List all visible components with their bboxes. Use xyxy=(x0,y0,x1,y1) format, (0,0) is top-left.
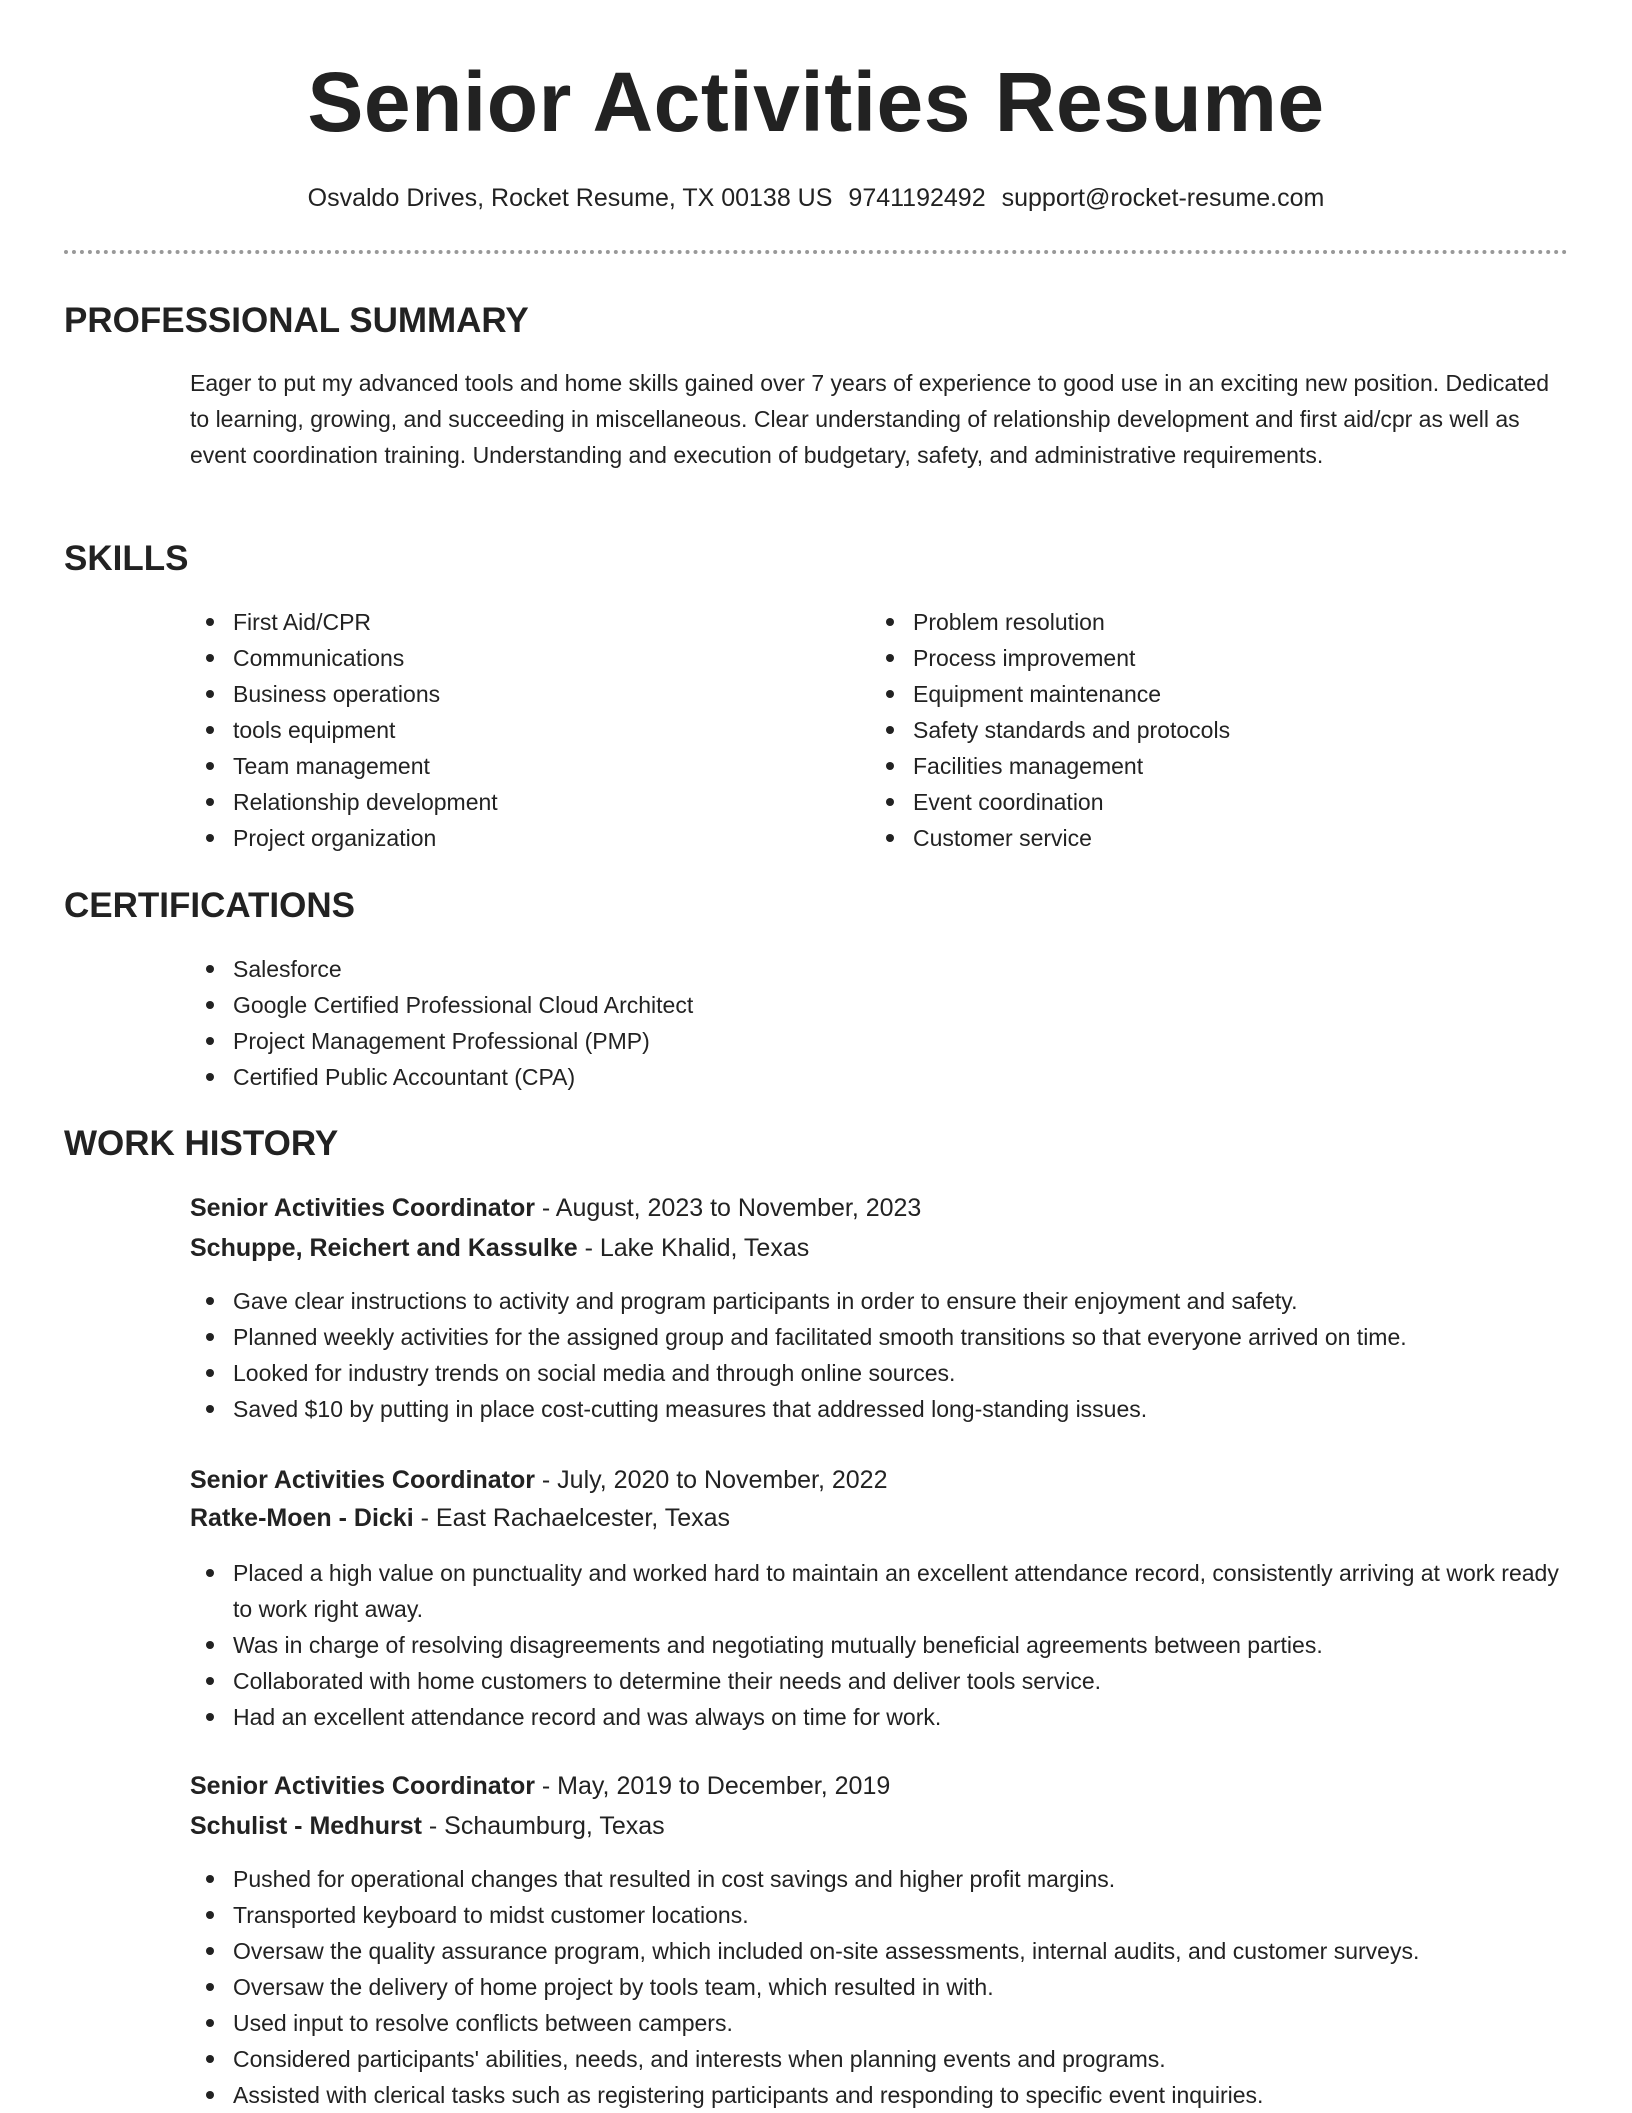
certifications-heading: CERTIFICATIONS xyxy=(64,886,356,925)
list-item: Relationship development xyxy=(190,784,830,820)
summary-text: Eager to put my advanced tools and home skills gained over 7 years of experience to good use in an exciting new position. Dedicated to learning, growing, and succeeding in miscellaneous. Clear understanding of relationship development and first aid/cpr as well as event coordination training. Understanding and execution of budgetary, safety, and administrative requirements. xyxy=(190,370,1550,468)
skills-list-left xyxy=(190,604,830,856)
contact-email: support@rocket-resume.com xyxy=(1001,184,1325,212)
job-company-line xyxy=(190,1230,809,1266)
list-item: First Aid/CPR xyxy=(190,604,830,640)
list-item: Team management xyxy=(190,748,830,784)
job-bullets xyxy=(190,1283,1570,1427)
resume-title: Senior Activities Resume xyxy=(307,55,1325,149)
list-item: Problem resolution xyxy=(870,604,1510,640)
list-item: Communications xyxy=(190,640,830,676)
list-item: Considered participants' abilities, needs, and interests when planning events and programs. xyxy=(190,2041,1570,2077)
list-item: Oversaw the delivery of home project by tools team, which resulted in with. xyxy=(190,1969,1570,2005)
contact-address: Osvaldo Drives, Rocket Resume, TX 00138 US xyxy=(307,184,833,212)
list-item: Salesforce xyxy=(190,951,1490,987)
list-item: Business operations xyxy=(190,676,830,712)
certifications-list xyxy=(190,951,1490,1095)
list-item: Pushed for operational changes that resulted in cost savings and higher profit margins. xyxy=(190,1861,1570,1897)
job-company: Schulist - Medhurst xyxy=(190,1812,422,1840)
list-item: Project organization xyxy=(190,820,830,856)
job-location: - East Rachaelcester, Texas xyxy=(413,1504,731,1532)
list-item: Was in charge of resolving disagreements and negotiating mutually beneficial agreements between parties. xyxy=(190,1627,1570,1663)
list-item: Equipment maintenance xyxy=(870,676,1510,712)
job-dates: - May, 2019 to December, 2019 xyxy=(534,1772,891,1800)
list-item: Oversaw the quality assurance program, which included on-site assessments, internal audits, and customer surveys. xyxy=(190,1933,1570,1969)
list-item: Looked for industry trends on social media and through online sources. xyxy=(190,1355,1570,1391)
list-item: Used input to resolve conflicts between campers. xyxy=(190,2005,1570,2041)
job-dates: - July, 2020 to November, 2022 xyxy=(534,1466,888,1494)
list-item: Transported keyboard to midst customer locations. xyxy=(190,1897,1570,1933)
job-company: Ratke-Moen - Dicki xyxy=(190,1504,414,1532)
job-company-line xyxy=(190,1500,730,1536)
job-title: Senior Activities Coordinator xyxy=(190,1466,535,1494)
work-history-heading: WORK HISTORY xyxy=(64,1124,339,1163)
list-item: Facilities management xyxy=(870,748,1510,784)
list-item: Event coordination xyxy=(870,784,1510,820)
skills-list-right xyxy=(870,604,1510,856)
job-title-line xyxy=(190,1768,890,1804)
list-item: Gave clear instructions to activity and program participants in order to ensure their enjoyment and safety. xyxy=(190,1283,1570,1319)
list-item: Had an excellent attendance record and was always on time for work. xyxy=(190,1699,1570,1735)
summary-heading: PROFESSIONAL SUMMARY xyxy=(64,301,529,340)
job-company-line xyxy=(190,1808,665,1844)
job-dates: - August, 2023 to November, 2023 xyxy=(534,1194,922,1222)
list-item: Project Management Professional (PMP) xyxy=(190,1023,1490,1059)
job-title-line xyxy=(190,1190,921,1226)
contact-phone: 9741192492 xyxy=(848,184,986,212)
job-bullets xyxy=(190,1861,1570,2113)
list-item: Google Certified Professional Cloud Architect xyxy=(190,987,1490,1023)
job-title-line xyxy=(190,1462,887,1498)
skills-heading: SKILLS xyxy=(64,539,189,578)
job-location: - Schaumburg, Texas xyxy=(421,1812,665,1840)
list-item: Certified Public Accountant (CPA) xyxy=(190,1059,1490,1095)
job-company: Schuppe, Reichert and Kassulke xyxy=(190,1234,578,1262)
job-bullets xyxy=(190,1555,1570,1735)
header-divider xyxy=(64,250,1568,254)
list-item: Saved $10 by putting in place cost-cutting measures that addressed long-standing issues. xyxy=(190,1391,1570,1427)
list-item: Placed a high value on punctuality and worked hard to maintain an excellent attendance record, consistently arriving at work ready to work right away. xyxy=(190,1555,1570,1627)
list-item: Safety standards and protocols xyxy=(870,712,1510,748)
job-title: Senior Activities Coordinator xyxy=(190,1194,535,1222)
list-item: Planned weekly activities for the assigned group and facilitated smooth transitions so that everyone arrived on time. xyxy=(190,1319,1570,1355)
job-title: Senior Activities Coordinator xyxy=(190,1772,535,1800)
list-item: Customer service xyxy=(870,820,1510,856)
list-item: Process improvement xyxy=(870,640,1510,676)
list-item: Collaborated with home customers to determine their needs and deliver tools service. xyxy=(190,1663,1570,1699)
list-item: tools equipment xyxy=(190,712,830,748)
list-item: Assisted with clerical tasks such as registering participants and responding to specific event inquiries. xyxy=(190,2077,1570,2113)
contact-info xyxy=(0,180,1632,216)
job-location: - Lake Khalid, Texas xyxy=(577,1234,810,1262)
